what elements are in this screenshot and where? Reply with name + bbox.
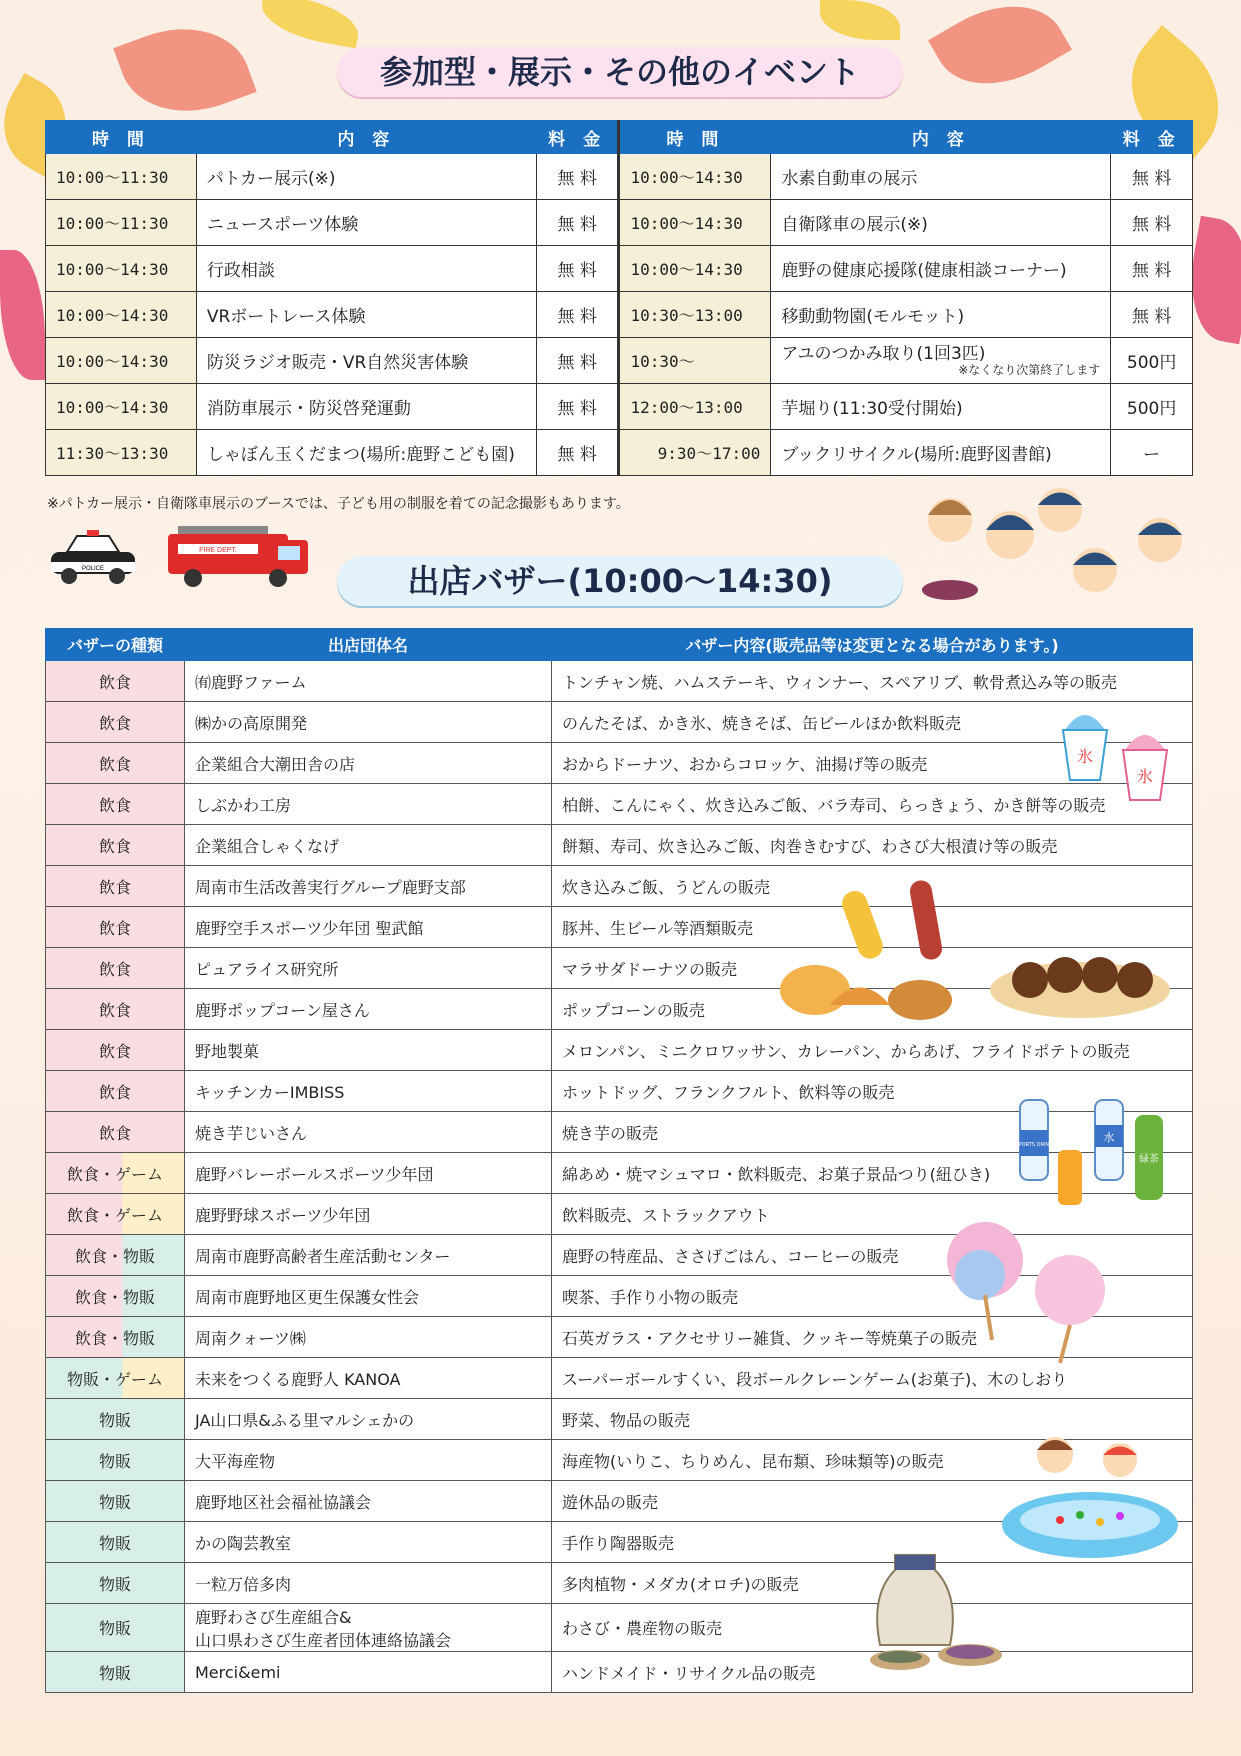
event-fee-text: 無 料: [1131, 261, 1172, 281]
event-time-text: 10:00〜14:30: [56, 352, 169, 371]
bazaar-org: [185, 784, 552, 825]
event-content: [771, 338, 1111, 384]
event-fee: [1111, 338, 1193, 384]
superball-pool-illustration: [1000, 1430, 1180, 1560]
bazaar-kind: 飲食・ゲーム: [46, 1194, 185, 1235]
event-content-text: 防災ラジオ販売・VR自然災害体験: [206, 353, 469, 373]
event-time-text: 10:30〜13:00: [630, 306, 743, 325]
event-row: [46, 384, 1193, 430]
event-time: [619, 384, 771, 430]
event-time: [46, 200, 197, 246]
bazaar-org-text: 大平海産物: [195, 1451, 276, 1471]
event-row: [46, 292, 1193, 338]
pottery-illustration: [860, 1545, 1010, 1685]
event-content: [196, 292, 536, 338]
event-time-text: 10:00〜14:30: [630, 168, 743, 187]
event-content: [771, 154, 1111, 200]
event-time-text: 10:00〜11:30: [56, 214, 169, 233]
bazaar-org-text: しぶかわ工房: [195, 795, 292, 815]
bazaar-org: [185, 1194, 552, 1235]
bazaar-org-text: キッチンカーIMBISS: [195, 1082, 345, 1102]
bazaar-org: [185, 866, 552, 907]
bazaar-kind: 物販: [46, 1522, 185, 1563]
bazaar-desc: 石英ガラス・アクセサリー雑貨、クッキー等焼菓子の販売: [552, 1317, 1193, 1358]
event-fee: [1111, 384, 1193, 430]
bazaar-desc: わさび・農産物の販売: [552, 1604, 1193, 1652]
bazaar-org-text: 周南クォーツ㈱: [195, 1328, 306, 1348]
bazaar-org-text: かの陶芸教室: [195, 1533, 292, 1553]
event-content: [196, 246, 536, 292]
bazaar-desc: ホットドッグ、フランクフルト、飲料等の販売: [552, 1071, 1193, 1112]
bazaar-org-text: 山口県わさび生産者団体連絡協議会: [195, 1630, 452, 1650]
bazaar-org: [185, 1522, 552, 1563]
bazaar-org-text: 鹿野地区社会福祉協議会: [195, 1492, 372, 1512]
bazaar-org: [185, 1153, 552, 1194]
bazaar-org-text: 鹿野わさび生産組合&: [195, 1607, 352, 1627]
event-time: [619, 292, 771, 338]
event-content-text: ブックリサイクル(場所:鹿野図書館): [781, 445, 1052, 465]
events-title: 参加型・展示・その他のイベント: [337, 47, 903, 97]
bazaar-kind: 物販: [46, 1563, 185, 1604]
fee-header: 料 金: [1111, 121, 1193, 154]
svg-text:氷: 氷: [1136, 767, 1154, 786]
bazaar-desc: メロンパン、ミニクロワッサン、カレーパン、からあげ、フライドポテトの販売: [552, 1030, 1193, 1071]
event-fee-text: 無 料: [557, 261, 597, 281]
bazaar-row: [46, 1604, 1193, 1652]
bazaar-title: 出店バザー(10:00〜14:30): [337, 556, 903, 606]
event-content-text: アユのつかみ取り(1回3匹): [781, 344, 986, 364]
bazaar-kind: 飲食: [46, 866, 185, 907]
bazaar-desc: マラサダドーナツの販売: [552, 948, 1193, 989]
event-time: [619, 338, 771, 384]
event-time: [46, 292, 197, 338]
bazaar-kind: 飲食・物販: [46, 1317, 185, 1358]
event-content: [771, 200, 1111, 246]
bazaar-org: [185, 1358, 552, 1399]
bazaar-desc: 多肉植物・メダカ(オロチ)の販売: [552, 1563, 1193, 1604]
bazaar-row: [46, 743, 1193, 784]
event-fee-text: 無 料: [557, 445, 597, 465]
bazaar-org: [185, 1071, 552, 1112]
event-content-text: 鹿野の健康応援隊(健康相談コーナー): [781, 261, 1067, 281]
bazaar-org-text: 周南市鹿野地区更生保護女性会: [195, 1287, 420, 1307]
drinks-illustration: [1010, 1090, 1180, 1215]
event-fee: [536, 154, 619, 200]
bazaar-org-text: ㈲鹿野ファーム: [195, 672, 307, 692]
event-time: [619, 246, 771, 292]
event-content-text: 消防車展示・防災啓発運動: [206, 399, 411, 419]
bazaar-kind: 飲食: [46, 948, 185, 989]
event-time-text: 10:30〜: [630, 352, 695, 371]
bazaar-org: [185, 1604, 552, 1652]
kakigori-icon: [1055, 700, 1185, 810]
bazaar-kind: 物販: [46, 1399, 185, 1440]
event-row: [46, 246, 1193, 292]
bazaar-desc: おからドーナツ、おからコロッケ、油揚げ等の販売: [552, 743, 1193, 784]
bazaar-desc: トンチャン焼、ハムステーキ、ウィンナー、スペアリブ、軟骨煮込み等の販売: [552, 661, 1193, 702]
bazaar-org: [185, 1481, 552, 1522]
event-time-text: 10:00〜14:30: [630, 260, 743, 279]
cotton-candy-illustration: [940, 1215, 1120, 1365]
bazaar-kind: 飲食: [46, 1030, 185, 1071]
event-time: [619, 154, 771, 200]
bazaar-desc: 手作り陶器販売: [552, 1522, 1193, 1563]
bazaar-kind: 飲食: [46, 702, 185, 743]
bazaar-org: [185, 989, 552, 1030]
bazaar-org: [185, 1030, 552, 1071]
events-table: [45, 120, 1193, 476]
bazaar-desc: のんたそば、かき氷、焼きそば、缶ビールほか飲料販売: [552, 702, 1193, 743]
event-fee: [536, 292, 619, 338]
event-fee: [1111, 200, 1193, 246]
bazaar-org-text: 企業組合しゃくなげ: [195, 836, 340, 856]
event-content: [196, 430, 536, 476]
bazaar-desc: 焼き芋の販売: [552, 1112, 1193, 1153]
bazaar-org-text: JA山口県&ふる里マルシェかの: [195, 1410, 415, 1430]
bazaar-kind: 物販・ゲーム: [46, 1358, 185, 1399]
event-fee-text: ー: [1143, 445, 1161, 465]
bazaar-kind: 飲食・物販: [46, 1235, 185, 1276]
event-fee-text: 無 料: [1131, 307, 1172, 327]
bazaar-desc: 遊休品の販売: [552, 1481, 1193, 1522]
event-fee-text: 無 料: [557, 215, 597, 235]
org-header: 出店団体名: [185, 629, 552, 661]
bazaar-org: [185, 1399, 552, 1440]
leaf-decoration: [113, 7, 257, 133]
event-content-text: 自衛隊車の展示(※): [781, 215, 928, 235]
bazaar-row: [46, 1563, 1193, 1604]
kind-header: バザーの種類: [46, 629, 185, 661]
bazaar-org-text: 焼き芋じいさん: [195, 1123, 308, 1143]
bazaar-row: [46, 1030, 1193, 1071]
bazaar-desc: ポップコーンの販売: [552, 989, 1193, 1030]
bazaar-org-text: 周南市鹿野高齢者生産活動センター: [195, 1246, 451, 1266]
bazaar-org: [185, 661, 552, 702]
bazaar-desc: 餅類、寿司、炊き込みご飯、肉巻きむすび、わさび大根漬け等の販売: [552, 825, 1193, 866]
content-header: 内 容: [196, 121, 536, 154]
event-time-text: 10:00〜14:30: [630, 214, 743, 233]
bazaar-org-text: Merci&emi: [195, 1662, 281, 1682]
bazaar-kind: 飲食・物販: [46, 1276, 185, 1317]
bazaar-desc: 喫茶、手作り小物の販売: [552, 1276, 1193, 1317]
bazaar-org: [185, 1563, 552, 1604]
bazaar-org-text: 企業組合大潮田舎の店: [195, 754, 356, 774]
event-row: [46, 338, 1193, 384]
bazaar-org-text: 周南市生活改善実行グループ鹿野支部: [195, 877, 466, 897]
event-fee: [536, 384, 619, 430]
bazaar-org: [185, 825, 552, 866]
content-header: 内 容: [771, 121, 1111, 154]
event-time: [46, 154, 197, 200]
bazaar-kind: 飲食: [46, 825, 185, 866]
event-time: [46, 384, 197, 430]
bazaar-org-text: ピュアライス研究所: [195, 959, 339, 979]
bazaar-org-text: 野地製菓: [195, 1041, 260, 1061]
event-content: [771, 292, 1111, 338]
svg-text:SPORTS DRINK: SPORTS DRINK: [1015, 1142, 1053, 1148]
event-content: [771, 384, 1111, 430]
event-row: [46, 154, 1193, 200]
event-fee: [1111, 154, 1193, 200]
event-time-text: 10:00〜11:30: [56, 168, 169, 187]
event-content: [771, 246, 1111, 292]
event-content-text: VRボートレース体験: [206, 307, 366, 327]
event-row: [46, 430, 1193, 476]
bazaar-org: [185, 1440, 552, 1481]
event-time-text: 10:00〜14:30: [56, 260, 169, 279]
event-time-text: 11:30〜13:30: [56, 444, 169, 463]
event-fee: [1111, 246, 1193, 292]
event-content-text: 芋堀り(11:30受付開始): [781, 399, 963, 419]
event-content-text: 水素自動車の展示: [781, 169, 918, 189]
event-fee: [1111, 430, 1193, 476]
bazaar-org: [185, 1112, 552, 1153]
bazaar-org-text: 一粒万倍多肉: [195, 1574, 292, 1594]
event-note: ※パトカー展示・自衛隊車展示のブースでは、子ども用の制服を着ての記念撮影もあります。: [47, 496, 630, 512]
bazaar-kind: 物販: [46, 1604, 185, 1652]
leaf-decoration: [0, 250, 45, 380]
bazaar-kind: 物販: [46, 1481, 185, 1522]
event-fee-text: 無 料: [1131, 215, 1172, 235]
bazaar-kind: 飲食: [46, 784, 185, 825]
desc-header: バザー内容(販売品等は変更となる場合があります。): [552, 629, 1193, 661]
event-time-text: 10:00〜14:30: [56, 306, 169, 325]
bazaar-kind: 飲食・ゲーム: [46, 1153, 185, 1194]
bazaar-org: [185, 1652, 552, 1693]
bazaar-desc: 海産物(いりこ、ちりめん、昆布類、珍味類等)の販売: [552, 1440, 1193, 1481]
police-car-icon: [47, 528, 139, 588]
bazaar-desc: ハンドメイド・リサイクル品の販売: [552, 1652, 1193, 1693]
bazaar-kind: 飲食: [46, 989, 185, 1030]
event-fee-text: 無 料: [557, 353, 597, 373]
bazaar-org: [185, 907, 552, 948]
svg-text:緑茶: 緑茶: [1139, 1154, 1159, 1165]
event-fee-text: 無 料: [557, 169, 597, 189]
event-content-text: 移動動物園(モルモット): [781, 307, 965, 327]
event-fee-text: 無 料: [557, 399, 597, 419]
event-fee: [536, 338, 619, 384]
bazaar-desc: 飲料販売、ストラックアウト: [552, 1194, 1193, 1235]
bazaar-row: [46, 825, 1193, 866]
bazaar-kind: 飲食: [46, 661, 185, 702]
event-fee: [536, 430, 619, 476]
event-content-text: ニュースポーツ体験: [206, 215, 359, 235]
time-header: 時 間: [46, 121, 197, 154]
bazaar-org: [185, 1235, 552, 1276]
bazaar-desc: 鹿野の特産品、ささげごはん、コーヒーの販売: [552, 1235, 1193, 1276]
bazaar-org-text: 鹿野空手スポーツ少年団 聖武館: [195, 918, 424, 938]
svg-text:FIRE DEPT.: FIRE DEPT.: [199, 547, 237, 554]
bazaar-desc: 野菜、物品の販売: [552, 1399, 1193, 1440]
event-content: [196, 154, 536, 200]
bazaar-org: [185, 743, 552, 784]
event-content: [196, 338, 536, 384]
event-time: [46, 338, 197, 384]
event-content-text: パトカー展示(※): [206, 169, 336, 189]
svg-text:POLICE: POLICE: [81, 566, 105, 572]
event-fee-text: 500円: [1126, 353, 1177, 373]
bazaar-kind: 飲食: [46, 907, 185, 948]
event-fee: [1111, 292, 1193, 338]
event-fee-text: 500円: [1126, 399, 1177, 419]
bazaar-org-text: 鹿野バレーボールスポーツ少年団: [195, 1164, 434, 1184]
event-row: [46, 200, 1193, 246]
event-fee-text: 無 料: [1131, 169, 1172, 189]
event-time-text: 9:30〜17:00: [657, 444, 761, 463]
event-fee-text: 無 料: [557, 307, 597, 327]
event-time: [46, 430, 197, 476]
bazaar-row: [46, 1652, 1193, 1693]
bazaar-org-text: ㈱かの高原開発: [195, 713, 308, 733]
leaf-decoration: [257, 0, 362, 48]
event-content: [196, 384, 536, 430]
bazaar-kind: 物販: [46, 1440, 185, 1481]
bazaar-org: [185, 1276, 552, 1317]
bazaar-row: [46, 661, 1193, 702]
bazaar-desc: スーパーボールすくい、段ボールクレーンゲーム(お菓子)、木のしおり: [552, 1358, 1193, 1399]
leaf-decoration: [928, 0, 1072, 110]
bazaar-org-text: 鹿野ポップコーン屋さん: [195, 1000, 370, 1020]
bazaar-org: [185, 948, 552, 989]
bazaar-kind: 飲食: [46, 1112, 185, 1153]
bazaar-kind: 飲食: [46, 1071, 185, 1112]
fire-truck-icon: [168, 524, 313, 590]
bazaar-kind: 飲食: [46, 743, 185, 784]
event-content-text: 行政相談: [206, 261, 275, 281]
event-content-text: しゃぼん玉くだまつ(場所:鹿野こども園): [206, 445, 515, 465]
fee-header: 料 金: [536, 121, 619, 154]
bazaar-org: [185, 1317, 552, 1358]
event-content: [196, 200, 536, 246]
bazaar-org-text: 未来をつくる鹿野人 KANOA: [195, 1369, 401, 1389]
svg-text:氷: 氷: [1076, 747, 1094, 766]
event-time-text: 12:00〜13:00: [630, 398, 743, 417]
bazaar-desc: 柏餅、こんにゃく、炊き込みご飯、バラ寿司、らっきょう、かき餅等の販売: [552, 784, 1193, 825]
bazaar-desc: 炊き込みご飯、うどんの販売: [552, 866, 1193, 907]
bazaar-row: [46, 784, 1193, 825]
leaf-decoration: [820, 0, 900, 40]
event-time: [46, 246, 197, 292]
time-header: 時 間: [619, 121, 771, 154]
event-fee: [536, 200, 619, 246]
bazaar-row: [46, 702, 1193, 743]
bazaar-kind: 物販: [46, 1652, 185, 1693]
svg-text:水: 水: [1103, 1131, 1115, 1144]
kids-illustration: [920, 480, 1220, 625]
event-content: [771, 430, 1111, 476]
events-body: [46, 154, 1193, 476]
event-time: [619, 430, 771, 476]
food-illustration: [770, 880, 1180, 1030]
bazaar-desc: 豚丼、生ビール等酒類販売: [552, 907, 1193, 948]
event-subnote: ※なくなり次第終了します: [958, 363, 1101, 377]
event-time-text: 10:00〜14:30: [56, 398, 169, 417]
event-time: [619, 200, 771, 246]
bazaar-desc: 綿あめ・焼マシュマロ・飲料販売、お菓子景品つり(紐ひき): [552, 1153, 1193, 1194]
event-fee: [536, 246, 619, 292]
bazaar-org-text: 鹿野野球スポーツ少年団: [195, 1205, 371, 1225]
bazaar-org: [185, 702, 552, 743]
